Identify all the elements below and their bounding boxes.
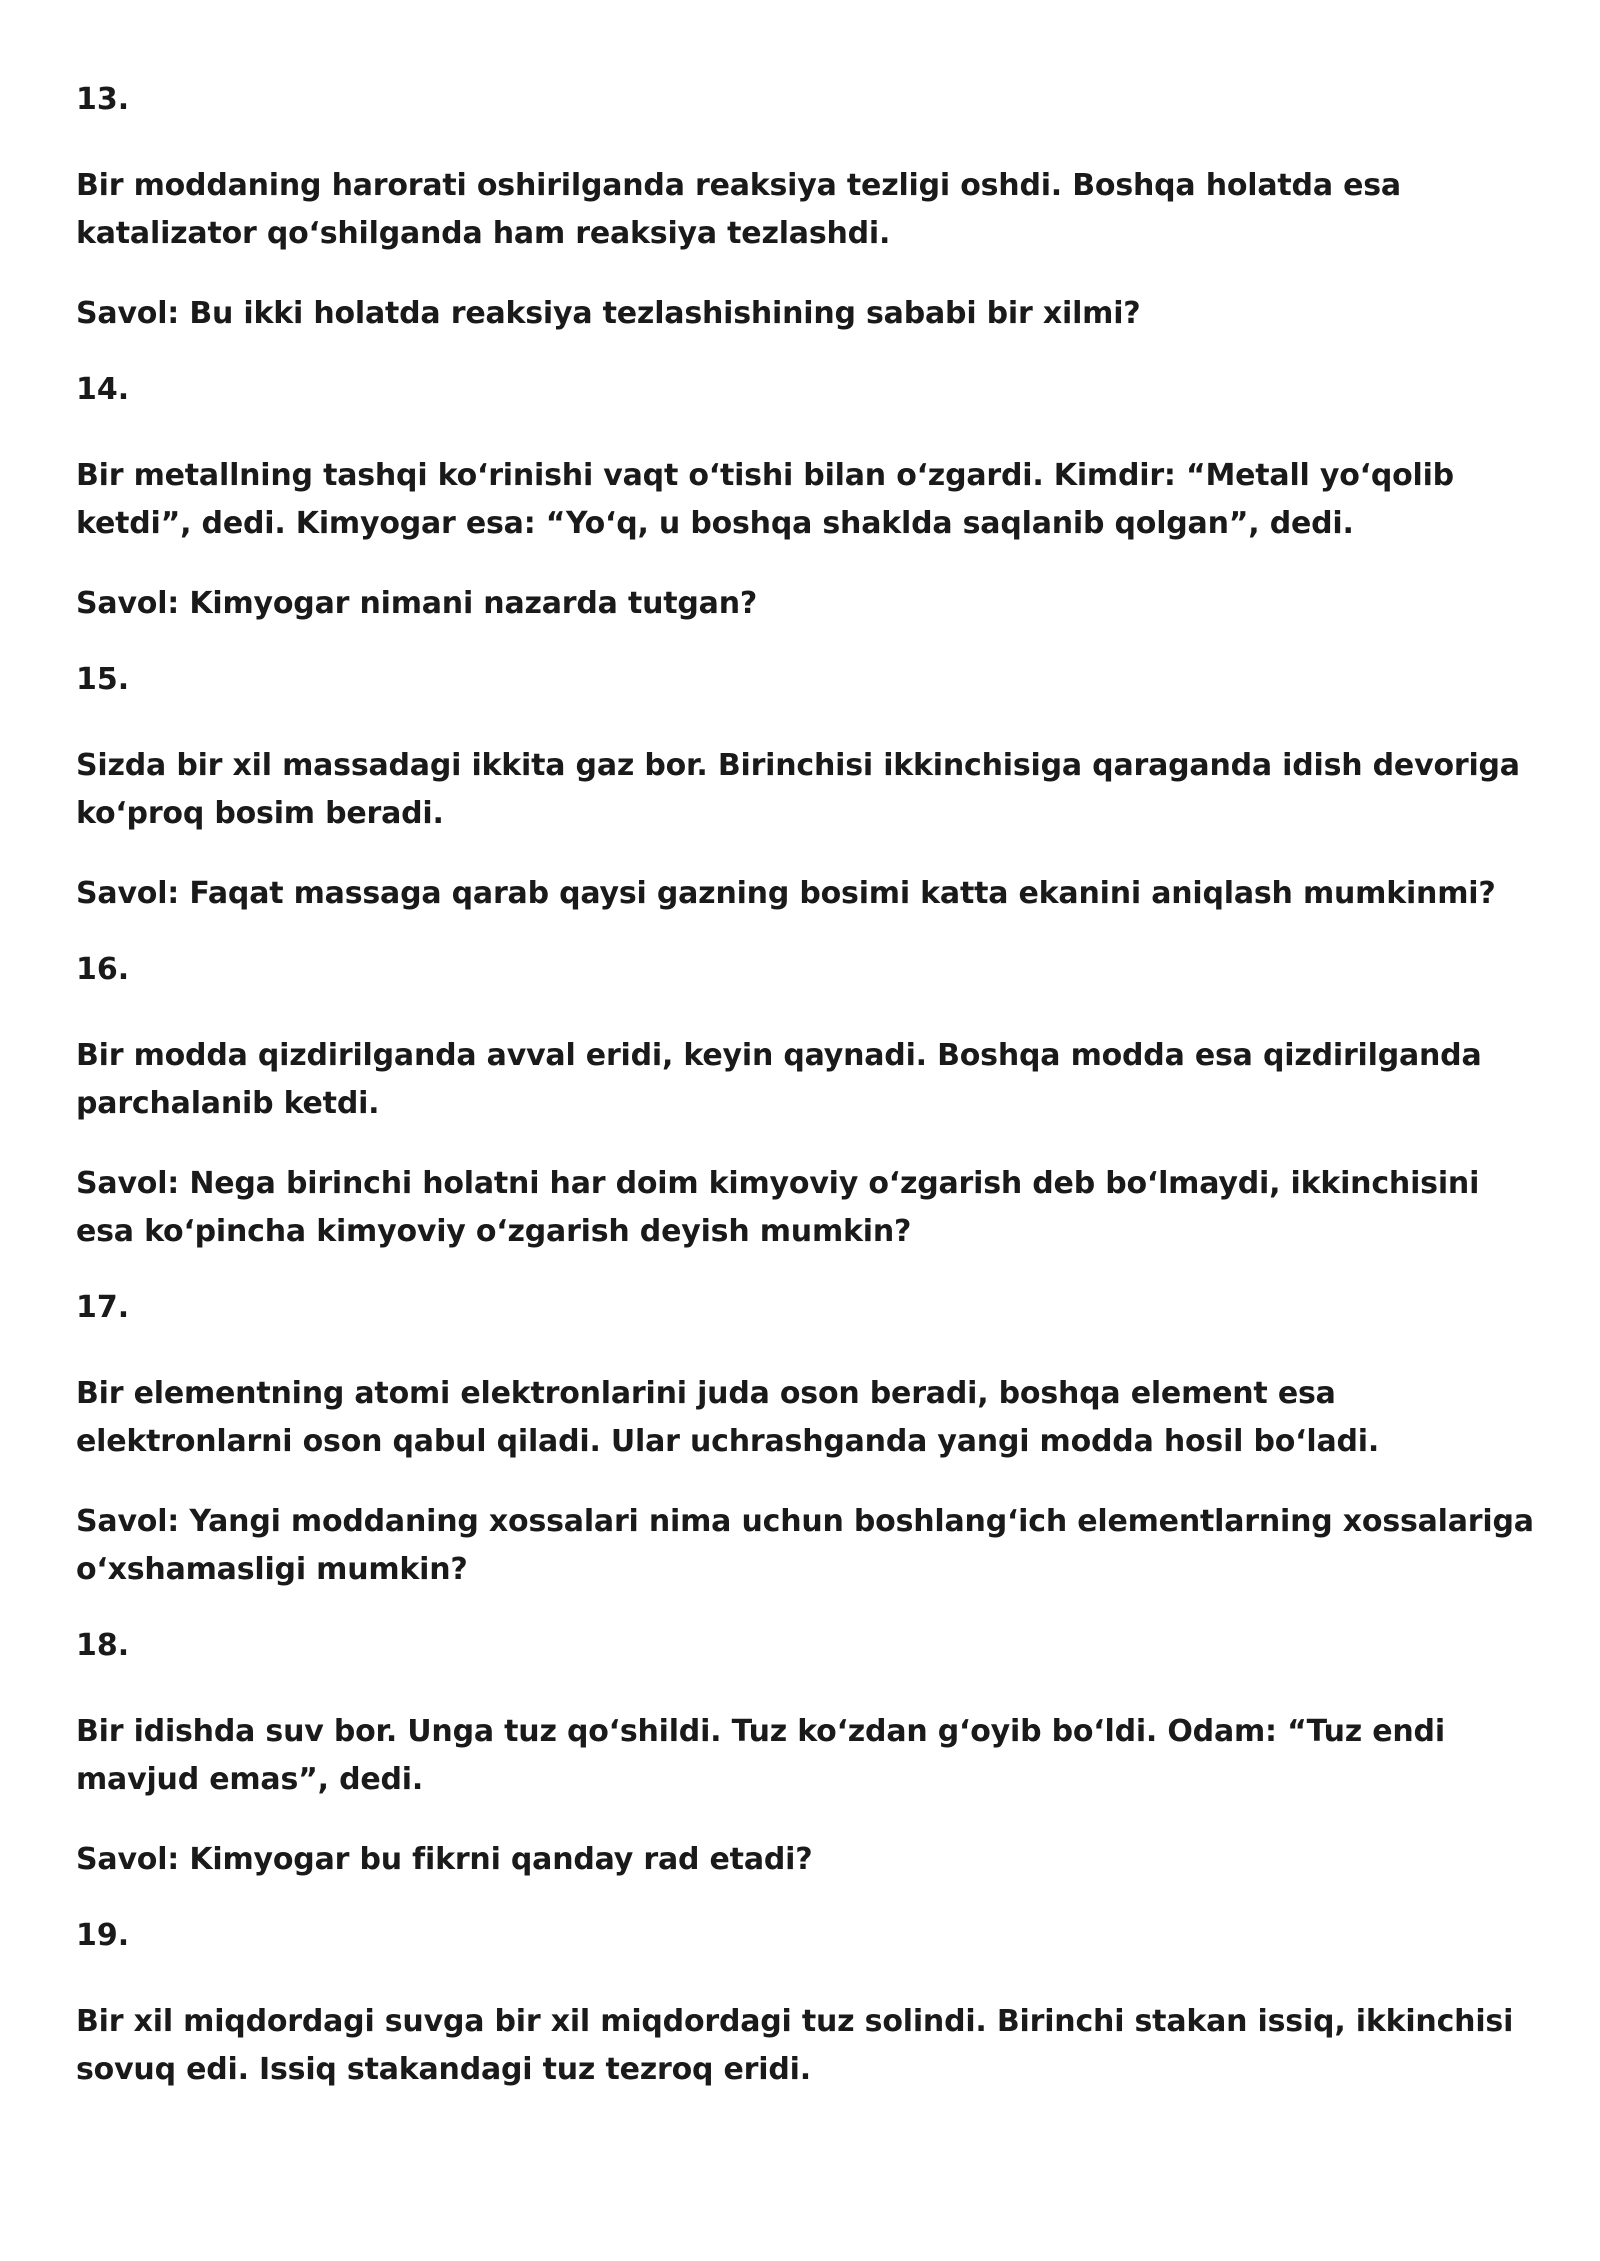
item-number: 17. — [76, 1290, 130, 1325]
item-number: 15. — [76, 662, 130, 697]
item-question: Savol: Faqat massaga qarab qaysi gazning bosimi katta ekanini aniqlash mumkinmi? — [76, 876, 1496, 911]
item-text: Bir metallning tashqi ko‘rinishi vaqt o‘tishi bilan o‘zgardi. Kimdir: “Metall yo‘qolib ketdi”, dedi. Kimyogar esa: “Yo‘q, u boshqa shaklda saqlanib qolgan”, dedi. — [76, 458, 1454, 541]
item-question: Savol: Kimyogar nimani nazarda tutgan? — [76, 586, 758, 621]
question-block-14 — [76, 370, 1546, 628]
question-block-19 — [76, 1916, 1546, 2094]
question-block-16 — [76, 950, 1546, 1256]
item-number: 18. — [76, 1628, 130, 1663]
item-question: Savol: Bu ikki holatda reaksiya tezlashishining sababi bir xilmi? — [76, 296, 1141, 331]
question-block-17 — [76, 1288, 1546, 1594]
question-block-15 — [76, 660, 1546, 918]
item-number: 13. — [76, 82, 130, 117]
item-text: Bir idishda suv bor. Unga tuz qo‘shildi. Tuz ko‘zdan g‘oyib bo‘ldi. Odam: “Tuz endi mavjud emas”, dedi. — [76, 1714, 1445, 1797]
item-question: Savol: Nega birinchi holatni har doim kimyoviy o‘zgarish deb bo‘lmaydi, ikkinchisini esa ko‘pincha kimyoviy o‘zgarish deyish mumkin? — [76, 1166, 1480, 1249]
item-number: 19. — [76, 1918, 130, 1953]
document-page — [76, 80, 1546, 2126]
question-block-13 — [76, 80, 1546, 338]
item-text: Bir modda qizdirilganda avval eridi, keyin qaynadi. Boshqa modda esa qizdirilganda parchalanib ketdi. — [76, 1038, 1482, 1121]
item-question: Savol: Yangi moddaning xossalari nima uchun boshlang‘ich elementlarning xossalariga o‘xshamasligi mumkin? — [76, 1504, 1534, 1587]
item-number: 16. — [76, 952, 130, 987]
item-question: Savol: Kimyogar bu fikrni qanday rad etadi? — [76, 1842, 813, 1877]
item-text: Bir elementning atomi elektronlarini juda oson beradi, boshqa element esa elektronlarni oson qabul qiladi. Ular uchrashganda yangi modda hosil bo‘ladi. — [76, 1376, 1380, 1459]
item-text: Bir xil miqdordagi suvga bir xil miqdordagi tuz solindi. Birinchi stakan issiq, ikkinchisi sovuq edi. Issiq stakandagi tuz tezroq eridi. — [76, 2004, 1514, 2087]
item-text: Bir moddaning harorati oshirilganda reaksiya tezligi oshdi. Boshqa holatda esa katalizator qo‘shilganda ham reaksiya tezlashdi. — [76, 168, 1401, 251]
item-number: 14. — [76, 372, 130, 407]
question-block-18 — [76, 1626, 1546, 1884]
item-text: Sizda bir xil massadagi ikkita gaz bor. Birinchisi ikkinchisiga qaraganda idish devoriga ko‘proq bosim beradi. — [76, 748, 1520, 831]
